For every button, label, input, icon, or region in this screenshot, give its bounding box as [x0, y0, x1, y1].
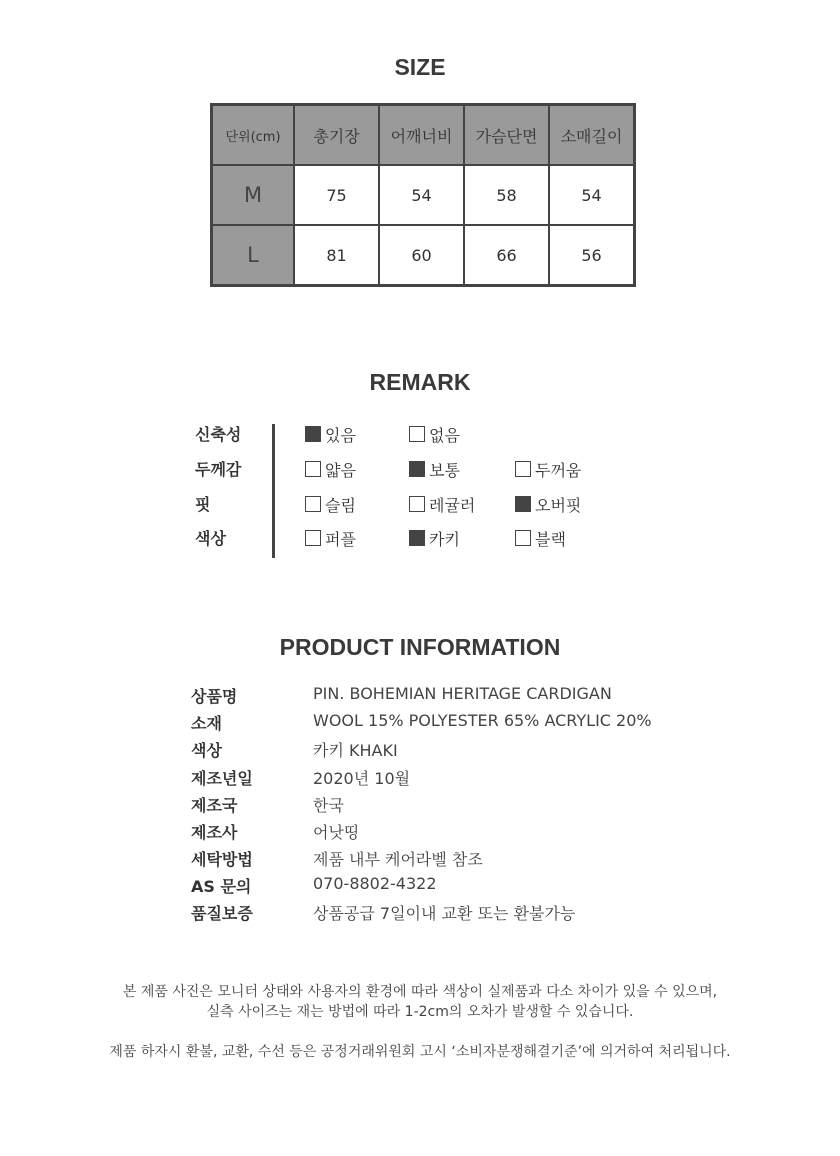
remark-row-color — [195, 526, 675, 550]
info-row-country — [191, 793, 751, 819]
remark-row-elasticity — [195, 422, 675, 446]
checkbox — [409, 426, 425, 442]
checkbox — [409, 530, 425, 546]
remark-option — [409, 457, 460, 481]
size-cell: 75 — [294, 165, 379, 225]
column-header: 가슴단면 — [464, 105, 549, 166]
column-header: 소매길이 — [549, 105, 635, 166]
size-title: SIZE — [394, 54, 446, 80]
info-value: WOOL 15% POLYESTER 65% ACRYLIC 20% — [313, 711, 652, 730]
info-row-warranty — [191, 901, 751, 927]
size-cell: 56 — [549, 225, 635, 286]
checkbox — [409, 496, 425, 512]
checkbox — [305, 426, 321, 442]
remark-row-thickness — [195, 457, 675, 481]
info-value: 070-8802-4322 — [313, 874, 437, 893]
info-key: 제조년일 — [191, 769, 253, 788]
info-value: 카키 KHAKI — [313, 741, 398, 760]
option-label: 얇음 — [325, 460, 356, 480]
checkbox — [305, 530, 321, 546]
size-cell: 66 — [464, 225, 549, 286]
option-label: 있음 — [325, 425, 356, 445]
option-label: 오버핏 — [535, 495, 582, 515]
info-key: 색상 — [191, 741, 222, 760]
checkbox — [515, 461, 531, 477]
product-info-title: PRODUCT INFORMATION — [279, 634, 561, 660]
info-row-material — [191, 711, 751, 737]
option-label: 퍼플 — [325, 529, 356, 549]
option-label: 슬림 — [325, 495, 356, 515]
remark-option — [305, 526, 356, 550]
info-row-color — [191, 738, 751, 764]
info-row-as-contact — [191, 874, 751, 900]
remark-option — [305, 457, 356, 481]
remark-option — [515, 457, 581, 481]
info-key: 제조국 — [191, 796, 238, 815]
info-key: 소재 — [191, 714, 222, 733]
info-value: 어낫띵 — [313, 823, 360, 842]
checkbox — [515, 530, 531, 546]
remark-label: 핏 — [195, 495, 211, 514]
remark-title: REMARK — [369, 369, 471, 395]
unit-label: 단위(cm) — [212, 105, 295, 166]
info-value: PIN. BOHEMIAN HERITAGE CARDIGAN — [313, 684, 612, 703]
notice-line: 실측 사이즈는 재는 방법에 따라 1-2cm의 오차가 발생할 수 있습니다. — [206, 1004, 634, 1020]
checkbox — [305, 496, 321, 512]
row-label: L — [212, 225, 295, 286]
column-header: 총기장 — [294, 105, 379, 166]
remark-option — [515, 526, 566, 550]
size-row-l — [212, 225, 635, 286]
info-key: 세탁방법 — [191, 850, 253, 869]
info-row-manufacturer — [191, 820, 751, 846]
info-row-manufacture-date — [191, 766, 751, 792]
remark-option — [409, 492, 475, 516]
remark-option — [409, 422, 460, 446]
size-cell: 81 — [294, 225, 379, 286]
checkbox — [515, 496, 531, 512]
info-row-washing — [191, 847, 751, 873]
info-value: 제품 내부 케어라벨 참조 — [313, 850, 483, 869]
option-label: 두꺼움 — [535, 460, 582, 480]
option-label: 블랙 — [535, 529, 566, 549]
option-label: 없음 — [429, 425, 460, 445]
info-key: 품질보증 — [191, 904, 253, 923]
remark-option — [305, 492, 356, 516]
info-row-product-name — [191, 684, 751, 710]
option-label: 레귤러 — [429, 495, 476, 515]
remark-option — [515, 492, 581, 516]
info-value: 한국 — [313, 796, 344, 815]
column-header: 어깨너비 — [379, 105, 464, 166]
remark-label: 색상 — [195, 529, 226, 548]
remark-option — [409, 526, 460, 550]
checkbox — [409, 461, 425, 477]
remark-option — [305, 422, 356, 446]
size-cell: 58 — [464, 165, 549, 225]
info-value: 상품공급 7일이내 교환 또는 환불가능 — [313, 904, 576, 923]
info-key: AS 문의 — [191, 877, 252, 896]
notice-line: 제품 하자시 환불, 교환, 수선 등은 공정거래위원회 고시 ‘소비자분쟁해결기준’에 의거하여 처리됩니다. — [109, 1044, 731, 1060]
size-row-m — [212, 165, 635, 225]
info-key: 제조사 — [191, 823, 238, 842]
row-label: M — [212, 165, 295, 225]
info-value: 2020년 10월 — [313, 769, 411, 788]
option-label: 보통 — [429, 460, 460, 480]
remark-panel — [195, 422, 695, 562]
option-label: 카키 — [429, 529, 460, 549]
size-cell: 54 — [379, 165, 464, 225]
remark-label: 신축성 — [195, 425, 242, 444]
size-cell: 54 — [549, 165, 635, 225]
size-table — [210, 103, 636, 287]
size-header-row — [212, 105, 635, 166]
size-cell: 60 — [379, 225, 464, 286]
remark-row-fit — [195, 492, 675, 516]
remark-label: 두께감 — [195, 460, 242, 479]
info-key: 상품명 — [191, 687, 238, 706]
notice-line: 본 제품 사진은 모니터 상태와 사용자의 환경에 따라 색상이 실제품과 다소 차이가 있을 수 있으며, — [122, 984, 718, 1000]
checkbox — [305, 461, 321, 477]
